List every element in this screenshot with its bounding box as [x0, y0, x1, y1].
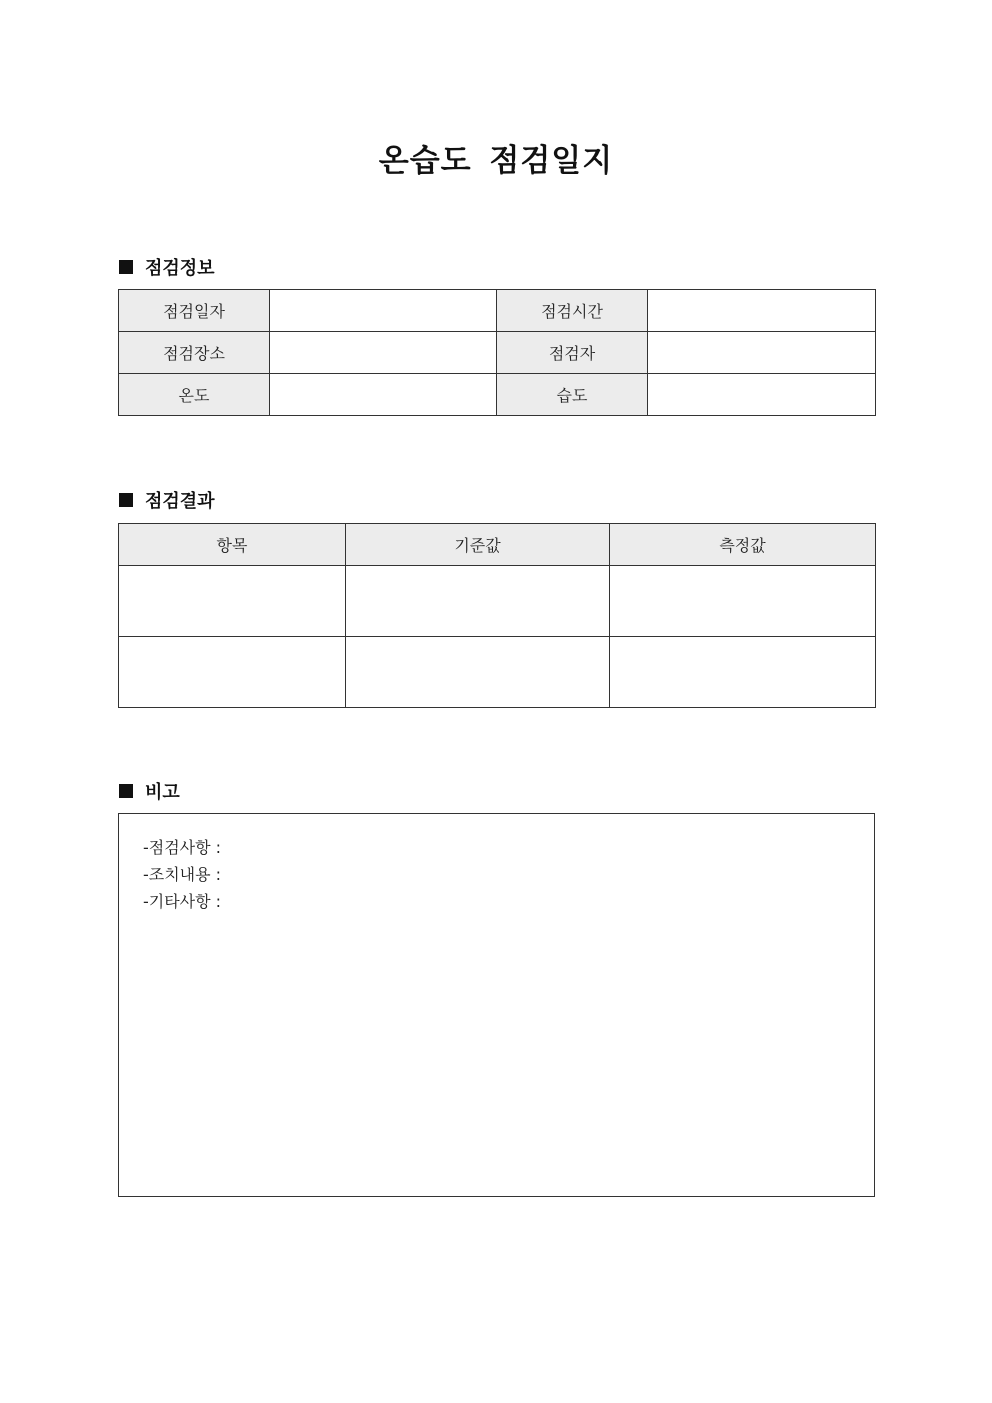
info-row [119, 290, 876, 332]
info-section-heading [119, 254, 215, 280]
remarks-list [143, 834, 221, 915]
square-bullet-icon [119, 784, 133, 798]
standard-value-cell[interactable] [346, 566, 610, 637]
temperature-field[interactable] [270, 374, 497, 416]
remarks-section-heading [119, 778, 180, 804]
results-section-heading [119, 487, 215, 513]
column-header-standard-value: 기준값 [346, 524, 610, 566]
remarks-section-title: 비고 [145, 782, 180, 803]
measured-value-cell[interactable] [610, 637, 876, 708]
info-table [118, 289, 876, 416]
inspector-field[interactable] [648, 332, 876, 374]
square-bullet-icon [119, 493, 133, 507]
document-title: 온습도 점검일지 [378, 143, 614, 179]
inspection-location-field[interactable] [270, 332, 497, 374]
results-table [118, 523, 876, 708]
info-section-title: 점검정보 [145, 258, 215, 279]
inspection-location-label: 점검장소 [119, 332, 270, 374]
remarks-line-other-notes: -기타사항 : [143, 892, 222, 911]
inspector-label: 점검자 [497, 332, 648, 374]
info-row [119, 332, 876, 374]
info-row [119, 374, 876, 416]
inspection-time-label: 점검시간 [497, 290, 648, 332]
square-bullet-icon [119, 260, 133, 274]
temperature-label: 온도 [119, 374, 270, 416]
humidity-label: 습도 [497, 374, 648, 416]
remarks-line-actions-taken: -조치내용 : [143, 865, 222, 884]
item-cell[interactable] [119, 566, 346, 637]
measured-value-cell[interactable] [610, 566, 876, 637]
remarks-box[interactable] [118, 813, 875, 1197]
inspection-time-field[interactable] [648, 290, 876, 332]
item-cell[interactable] [119, 637, 346, 708]
standard-value-cell[interactable] [346, 637, 610, 708]
table-row [119, 566, 876, 637]
inspection-date-field[interactable] [270, 290, 497, 332]
column-header-measured-value: 측정값 [610, 524, 876, 566]
humidity-field[interactable] [648, 374, 876, 416]
inspection-date-label: 점검일자 [119, 290, 270, 332]
table-row [119, 637, 876, 708]
column-header-item: 항목 [119, 524, 346, 566]
remarks-line-inspection-notes: -점검사항 : [143, 838, 222, 857]
results-section-title: 점검결과 [145, 491, 215, 512]
results-header-row [119, 524, 876, 566]
